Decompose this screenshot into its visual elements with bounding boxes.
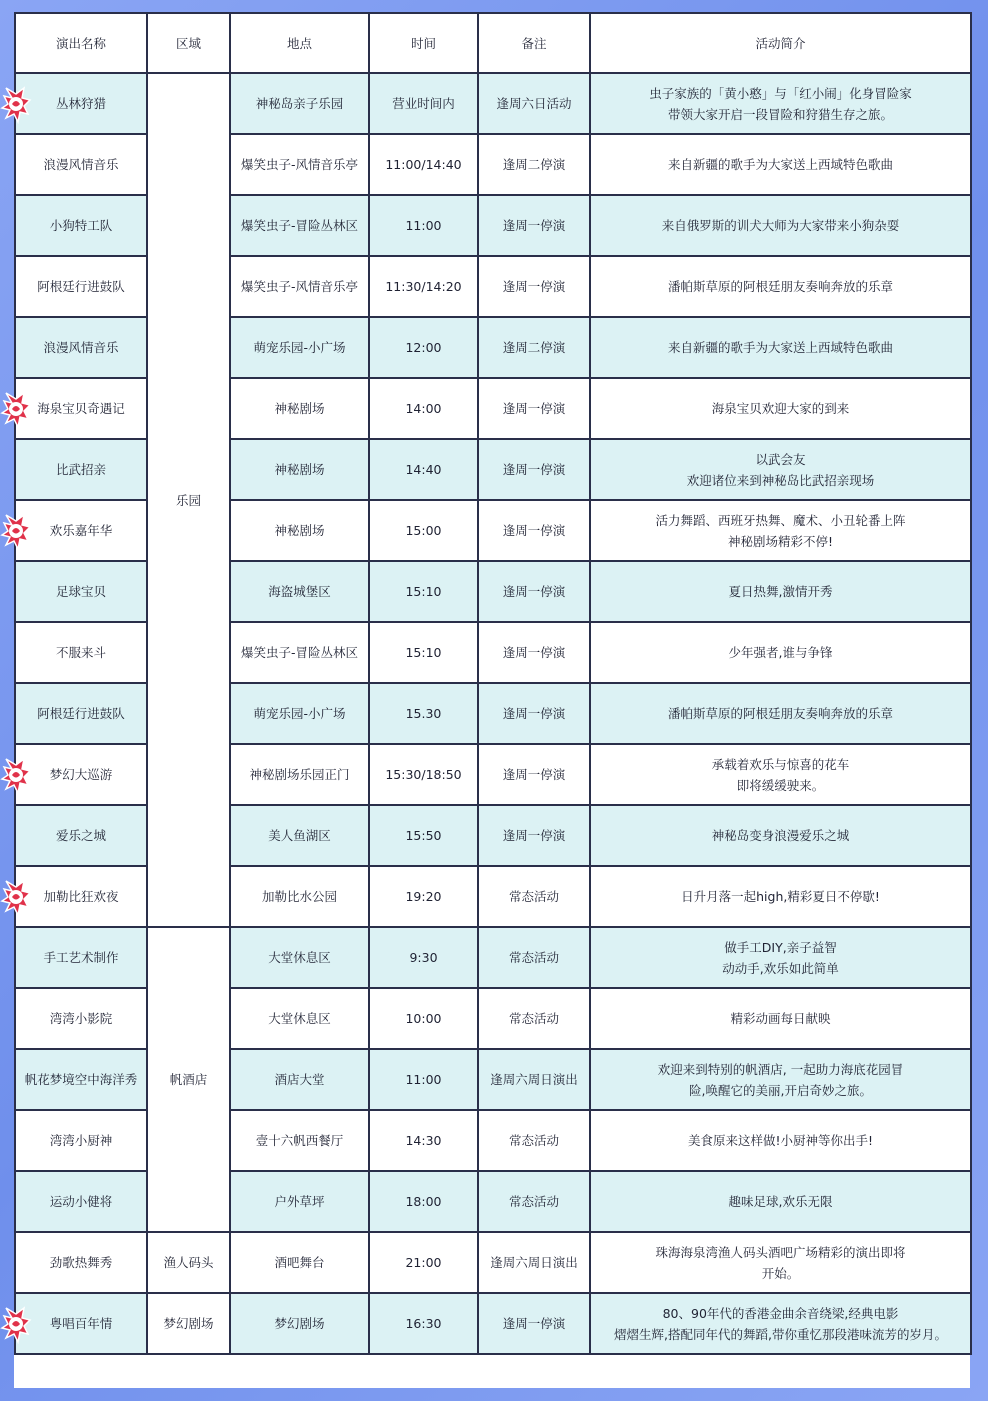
- show-name-cell: [15, 561, 147, 622]
- note-cell: 常态活动: [478, 988, 590, 1049]
- intro-cell: 来自俄罗斯的训犬大师为大家带来小狗杂耍: [590, 195, 971, 256]
- note-cell: 逢周一停演: [478, 256, 590, 317]
- show-name-cell: [15, 317, 147, 378]
- table-row: [15, 73, 971, 134]
- time-cell: 15:10: [369, 561, 478, 622]
- intro-cell: 美食原来这样做!小厨神等你出手!: [590, 1110, 971, 1171]
- time-cell: 9:30: [369, 927, 478, 988]
- time-cell: 12:00: [369, 317, 478, 378]
- zone-cell: 帆酒店: [147, 927, 230, 1232]
- intro-cell: 趣味足球,欢乐无限: [590, 1171, 971, 1232]
- time-cell: 15:10: [369, 622, 478, 683]
- place-cell: 萌宠乐园-小广场: [230, 317, 369, 378]
- intro-cell: 80、90年代的香港金曲余音绕梁,经典电影 熠熠生辉,搭配同年代的舞蹈,带你重忆那段港味流芳的岁月。: [590, 1293, 971, 1354]
- header-zone: 区域: [147, 13, 230, 73]
- thumb-badge-icon: [0, 1304, 32, 1344]
- show-name-cell: [15, 622, 147, 683]
- show-name-cell: [15, 988, 147, 1049]
- show-name: 海泉宝贝奇遇记: [37, 401, 125, 416]
- show-name-cell: [15, 439, 147, 500]
- show-name-cell: [15, 256, 147, 317]
- note-cell: 逢周一停演: [478, 195, 590, 256]
- show-name: 不服来斗: [55, 645, 106, 660]
- time-cell: 16:30: [369, 1293, 478, 1354]
- intro-cell: 来自新疆的歌手为大家送上西域特色歌曲: [590, 134, 971, 195]
- place-cell: 神秘剧场: [230, 439, 369, 500]
- place-cell: 爆笑虫子-风情音乐亭: [230, 134, 369, 195]
- show-name-cell: [15, 500, 147, 561]
- note-cell: 常态活动: [478, 1110, 590, 1171]
- note-cell: 常态活动: [478, 1171, 590, 1232]
- zone-cell: 乐园: [147, 73, 230, 927]
- intro-cell: 欢迎来到特别的帆酒店, 一起助力海底花园冒 险,唤醒它的美丽,开启奇妙之旅。: [590, 1049, 971, 1110]
- place-cell: 爆笑虫子-冒险丛林区: [230, 622, 369, 683]
- time-cell: 11:30/14:20: [369, 256, 478, 317]
- table-header-row: [15, 13, 971, 73]
- note-cell: 逢周一停演: [478, 561, 590, 622]
- thumb-badge-icon: [0, 389, 32, 429]
- show-name-cell: [15, 1293, 147, 1354]
- intro-cell: 精彩动画每日献映: [590, 988, 971, 1049]
- show-name-cell: [15, 683, 147, 744]
- show-name: 湾湾小影院: [49, 1011, 113, 1026]
- note-cell: 逢周二停演: [478, 317, 590, 378]
- time-cell: 11:00/14:40: [369, 134, 478, 195]
- intro-cell: 潘帕斯草原的阿根廷朋友奏响奔放的乐章: [590, 683, 971, 744]
- note-cell: 逢周一停演: [478, 1293, 590, 1354]
- place-cell: 加勒比水公园: [230, 866, 369, 927]
- note-cell: 逢周一停演: [478, 439, 590, 500]
- note-cell: 逢周一停演: [478, 805, 590, 866]
- note-cell: 逢周六周日演出: [478, 1049, 590, 1110]
- intro-cell: 以武会友 欢迎诸位来到神秘岛比武招亲现场: [590, 439, 971, 500]
- intro-cell: 来自新疆的歌手为大家送上西域特色歌曲: [590, 317, 971, 378]
- place-cell: 梦幻剧场: [230, 1293, 369, 1354]
- thumb-badge-icon: [0, 755, 32, 795]
- time-cell: 18:00: [369, 1171, 478, 1232]
- show-name-cell: [15, 744, 147, 805]
- place-cell: 大堂休息区: [230, 988, 369, 1049]
- note-cell: 逢周一停演: [478, 500, 590, 561]
- note-cell: 逢周六日活动: [478, 73, 590, 134]
- place-cell: 美人鱼湖区: [230, 805, 369, 866]
- table-row: [15, 1293, 971, 1354]
- show-name: 欢乐嘉年华: [49, 523, 113, 538]
- time-cell: 11:00: [369, 195, 478, 256]
- show-name: 帆花梦境空中海洋秀: [24, 1072, 138, 1087]
- note-cell: 常态活动: [478, 927, 590, 988]
- place-cell: 爆笑虫子-冒险丛林区: [230, 195, 369, 256]
- show-name: 丛林狩猎: [55, 96, 106, 111]
- time-cell: 21:00: [369, 1232, 478, 1293]
- thumb-badge-icon: [0, 511, 32, 551]
- show-name-cell: [15, 195, 147, 256]
- show-name: 阿根廷行进鼓队: [37, 279, 125, 294]
- zone-cell: 梦幻剧场: [147, 1293, 230, 1354]
- show-name: 加勒比狂欢夜: [43, 889, 119, 904]
- place-cell: 户外草坪: [230, 1171, 369, 1232]
- show-name: 梦幻大巡游: [49, 767, 113, 782]
- time-cell: 15:50: [369, 805, 478, 866]
- place-cell: 神秘剧场乐园正门: [230, 744, 369, 805]
- show-name: 浪漫风情音乐: [43, 340, 119, 355]
- note-cell: 逢周一停演: [478, 744, 590, 805]
- intro-cell: 神秘岛变身浪漫爱乐之城: [590, 805, 971, 866]
- show-name-cell: [15, 134, 147, 195]
- place-cell: 酒吧舞台: [230, 1232, 369, 1293]
- intro-cell: 承载着欢乐与惊喜的花车 即将缓缓驶来。: [590, 744, 971, 805]
- time-cell: 11:00: [369, 1049, 478, 1110]
- place-cell: 神秘剧场: [230, 378, 369, 439]
- header-intro: 活动简介: [590, 13, 971, 73]
- show-name: 阿根廷行进鼓队: [37, 706, 125, 721]
- note-cell: 逢周六周日演出: [478, 1232, 590, 1293]
- place-cell: 海盗城堡区: [230, 561, 369, 622]
- show-name: 粤唱百年情: [49, 1316, 113, 1331]
- time-cell: 15:00: [369, 500, 478, 561]
- show-name: 手工艺术制作: [43, 950, 119, 965]
- table-row: [15, 1232, 971, 1293]
- show-name-cell: [15, 73, 147, 134]
- place-cell: 神秘剧场: [230, 500, 369, 561]
- show-name: 小狗特工队: [49, 218, 113, 233]
- time-cell: 14:00: [369, 378, 478, 439]
- intro-cell: 虫子家族的「黄小憨」与「红小闹」化身冒险家 带领大家开启一段冒险和狩猎生存之旅。: [590, 73, 971, 134]
- header-place: 地点: [230, 13, 369, 73]
- place-cell: 爆笑虫子-风情音乐亭: [230, 256, 369, 317]
- time-cell: 15.30: [369, 683, 478, 744]
- show-name-cell: [15, 1232, 147, 1293]
- show-name: 浪漫风情音乐: [43, 157, 119, 172]
- show-name-cell: [15, 1049, 147, 1110]
- intro-cell: 做手工DIY,亲子益智 动动手,欢乐如此简单: [590, 927, 971, 988]
- header-note: 备注: [478, 13, 590, 73]
- place-cell: 酒店大堂: [230, 1049, 369, 1110]
- time-cell: 19:20: [369, 866, 478, 927]
- schedule-table: [14, 12, 972, 1355]
- show-name-cell: [15, 805, 147, 866]
- place-cell: 萌宠乐园-小广场: [230, 683, 369, 744]
- show-name-cell: [15, 1171, 147, 1232]
- show-name-cell: [15, 866, 147, 927]
- zone-cell: 渔人码头: [147, 1232, 230, 1293]
- intro-cell: 夏日热舞,激情开秀: [590, 561, 971, 622]
- thumb-badge-icon: [0, 84, 32, 124]
- show-name: 湾湾小厨神: [49, 1133, 113, 1148]
- note-cell: 常态活动: [478, 866, 590, 927]
- time-cell: 14:30: [369, 1110, 478, 1171]
- show-name-cell: [15, 378, 147, 439]
- intro-cell: 日升月落一起high,精彩夏日不停歇!: [590, 866, 971, 927]
- show-name-cell: [15, 1110, 147, 1171]
- show-name: 比武招亲: [55, 462, 106, 477]
- show-name: 足球宝贝: [55, 584, 106, 599]
- intro-cell: 珠海海泉湾渔人码头酒吧广场精彩的演出即将 开始。: [590, 1232, 971, 1293]
- thumb-badge-icon: [0, 877, 32, 917]
- time-cell: 15:30/18:50: [369, 744, 478, 805]
- time-cell: 10:00: [369, 988, 478, 1049]
- intro-cell: 海泉宝贝欢迎大家的到来: [590, 378, 971, 439]
- header-time: 时间: [369, 13, 478, 73]
- header-show-name: 演出名称: [15, 13, 147, 73]
- note-cell: 逢周二停演: [478, 134, 590, 195]
- intro-cell: 潘帕斯草原的阿根廷朋友奏响奔放的乐章: [590, 256, 971, 317]
- table-row: [15, 927, 971, 988]
- note-cell: 逢周一停演: [478, 683, 590, 744]
- intro-cell: 活力舞蹈、西班牙热舞、魔术、小丑轮番上阵 神秘剧场精彩不停!: [590, 500, 971, 561]
- show-name-cell: [15, 927, 147, 988]
- show-name: 运动小健将: [49, 1194, 113, 1209]
- time-cell: 营业时间内: [369, 73, 478, 134]
- intro-cell: 少年强者,谁与争锋: [590, 622, 971, 683]
- place-cell: 大堂休息区: [230, 927, 369, 988]
- place-cell: 壹十六帆西餐厅: [230, 1110, 369, 1171]
- note-cell: 逢周一停演: [478, 622, 590, 683]
- note-cell: 逢周一停演: [478, 378, 590, 439]
- time-cell: 14:40: [369, 439, 478, 500]
- show-name: 劲歌热舞秀: [49, 1255, 113, 1270]
- show-name: 爱乐之城: [55, 828, 106, 843]
- place-cell: 神秘岛亲子乐园: [230, 73, 369, 134]
